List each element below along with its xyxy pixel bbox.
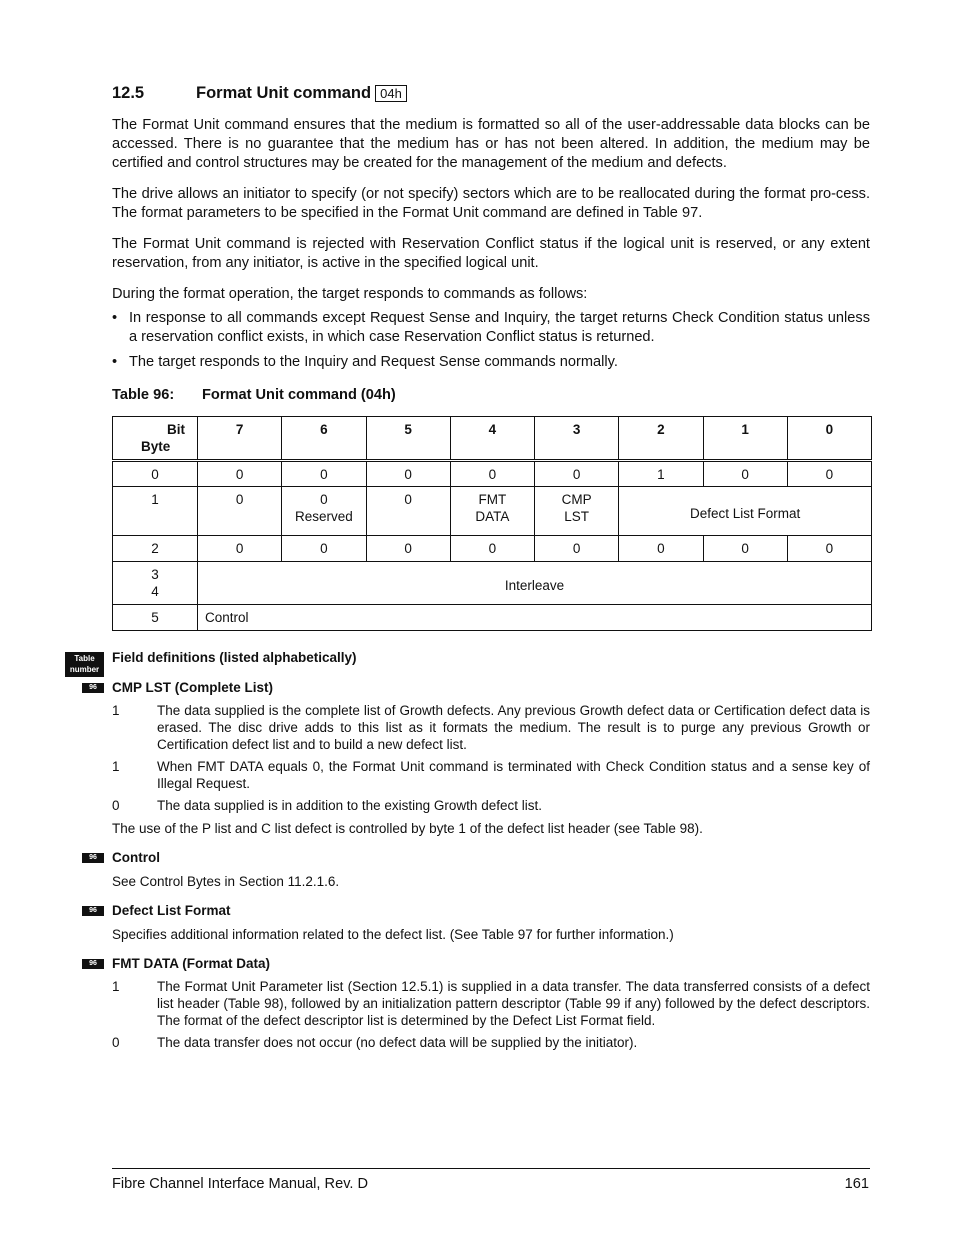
definition-item <box>112 758 870 792</box>
control-text: See Control Bytes in Section 11.2.1.6. <box>112 874 340 889</box>
fmt-data-heading: FMT DATA (Format Data) <box>112 956 270 971</box>
badge-line: number <box>69 665 100 674</box>
bit-header: 5 <box>366 417 450 461</box>
bit-cell: 0 <box>198 461 282 487</box>
format-unit-table <box>112 416 872 631</box>
bit-cell: 0 <box>535 461 619 487</box>
table-number: Table 96: <box>112 387 175 403</box>
table-row <box>113 605 872 631</box>
bullet-marker: • <box>112 310 118 326</box>
table-ref-badge: 96 <box>82 853 104 863</box>
table-title: Format Unit command (04h) <box>202 387 396 403</box>
bit-byte-header <box>113 417 198 461</box>
bit-value: 0 <box>320 492 328 507</box>
table-row <box>113 487 872 536</box>
bit-cell: 0 <box>366 461 450 487</box>
bit-cell: 0 <box>366 487 450 536</box>
table-row <box>113 461 872 487</box>
table-ref-badge: 96 <box>82 906 104 916</box>
bit-cell: 0 <box>450 536 534 562</box>
control-cell: Control <box>198 605 872 631</box>
bit-cell: 0 <box>198 487 282 536</box>
paragraph-reservation: The Format Unit command is rejected with Reservation Conflict status if the logical unit is reserved, or any extent reservation, from any initiator, is active in the specified logical unit. <box>112 236 870 271</box>
bit-header: 3 <box>535 417 619 461</box>
bit-cell: 0 <box>282 536 366 562</box>
defect-list-format-heading: Defect List Format <box>112 903 231 918</box>
definition-key: 0 <box>112 798 120 813</box>
table-number-badge <box>65 652 104 677</box>
badge-line: Table <box>74 654 95 663</box>
bit-cell: 0 <box>787 461 871 487</box>
bullet-item <box>112 309 870 347</box>
footer-page-number: 161 <box>844 1176 869 1192</box>
bit-cell: 0 <box>703 536 787 562</box>
footer-manual-title: Fibre Channel Interface Manual, Rev. D <box>112 1176 369 1192</box>
definition-item <box>112 978 870 1029</box>
byte-number: 5 <box>113 605 198 631</box>
bit-header: 4 <box>450 417 534 461</box>
cmp-label: CMP <box>561 492 592 507</box>
bit-cell: 0 <box>619 536 703 562</box>
table-row <box>113 562 872 605</box>
cmp-lst-cell <box>535 487 619 536</box>
byte-number-3: 3 <box>151 567 159 582</box>
defect-list-format-cell: Defect List Format <box>619 487 872 536</box>
fmt-label: FMT <box>478 492 507 507</box>
lst-label: LST <box>564 509 589 524</box>
bit-header: 6 <box>282 417 366 461</box>
bit-header: 2 <box>619 417 703 461</box>
bit-cell: 0 <box>703 461 787 487</box>
paragraph-format-operation: During the format operation, the target responds to commands as follows: <box>112 286 588 302</box>
section-title: Format Unit command <box>196 84 372 102</box>
byte-number: 2 <box>113 536 198 562</box>
cmp-lst-heading: CMP LST (Complete List) <box>112 680 274 695</box>
field-definitions-title: Field definitions (listed alphabetically) <box>112 650 357 665</box>
section-heading <box>112 84 407 103</box>
table-ref-badge: 96 <box>82 683 104 693</box>
bit-header: 0 <box>787 417 871 461</box>
definition-item <box>112 1034 870 1051</box>
table-header-row <box>113 417 872 461</box>
control-heading: Control <box>112 850 160 865</box>
paragraph-initiator: The drive allows an initiator to specify (or not specify) sectors which are to be reallocated during the format pro-cess. The format parameters to be specified in the Format Unit command are defined in Table 97. <box>112 186 870 221</box>
bit-cell: 0 <box>198 536 282 562</box>
bullet-marker: • <box>112 354 118 370</box>
cmp-lst-note: The use of the P list and C list defect is controlled by byte 1 of the defect list header (see Table 98). <box>112 821 703 836</box>
definition-item <box>112 797 870 814</box>
bit-cell: 0 <box>450 461 534 487</box>
bit-label: Bit <box>167 422 185 437</box>
byte-number <box>113 562 198 605</box>
reserved-label: Reserved <box>294 509 353 524</box>
byte-number: 1 <box>113 487 198 536</box>
table-row <box>113 536 872 562</box>
bullet-text: The target responds to the Inquiry and Request Sense commands normally. <box>129 354 618 370</box>
footer-divider <box>112 1168 870 1169</box>
definition-key: 1 <box>112 979 120 994</box>
bit-cell: 0 <box>282 461 366 487</box>
table-caption <box>112 387 396 403</box>
definition-text: The Format Unit Parameter list (Section 12.5.1) is supplied in a data transfer. The data transferred consists of a defect list header (Table 98), followed by an initialization pattern descriptor (Table 99 if any) followed by the defect descriptors. The format of the defect descriptor list is determined by the Defect List Format field. <box>157 979 870 1028</box>
defect-list-format-text: Specifies additional information related to the defect list. (See Table 97 for further information.) <box>112 927 674 942</box>
data-label: DATA <box>475 509 510 524</box>
bit-cell: 0 <box>787 536 871 562</box>
table-ref-badge: 96 <box>82 959 104 969</box>
bit-header: 7 <box>198 417 282 461</box>
byte-label: Byte <box>141 439 171 454</box>
fmt-data-cell <box>450 487 534 536</box>
command-code-box: 04h <box>375 85 407 102</box>
definition-text: The data supplied is the complete list of Growth defects. Any previous Growth defect data or Certification defect data is erased. The disc drive adds to this list as it formats the medium. The result is to purge any previous Growth or Certification defect list and to build a new defect list. <box>157 703 870 752</box>
byte-number: 0 <box>113 461 198 487</box>
bit-cell: 0 <box>535 536 619 562</box>
bullet-item <box>112 353 870 372</box>
interleave-cell: Interleave <box>198 562 872 605</box>
reserved-cell <box>282 487 366 536</box>
definition-key: 1 <box>112 703 120 718</box>
bit-cell: 0 <box>366 536 450 562</box>
definition-text: The data supplied is in addition to the existing Growth defect list. <box>157 798 542 813</box>
paragraph-intro: The Format Unit command ensures that the medium is formatted so all of the user-addressable data blocks can be accessed. There is no guarantee that the medium has or has not been altered. In addition, the medium may be certified and control structures may be created for the management of the medium and defects. <box>112 117 870 171</box>
bullet-text: In response to all commands except Request Sense and Inquiry, the target returns Check Condition status unless a reservation conflict exists, in which case Reservation Conflict status is returned. <box>129 310 870 345</box>
bit-cell: 1 <box>619 461 703 487</box>
definition-item <box>112 702 870 753</box>
definition-text: When FMT DATA equals 0, the Format Unit command is terminated with Check Condition status and a sense key of Illegal Request. <box>157 759 870 791</box>
byte-number-4: 4 <box>151 584 159 599</box>
definition-text: The data transfer does not occur (no defect data will be supplied by the initiator). <box>157 1035 638 1050</box>
definition-key: 0 <box>112 1035 120 1050</box>
section-number: 12.5 <box>112 84 145 102</box>
definition-key: 1 <box>112 759 120 774</box>
bit-header: 1 <box>703 417 787 461</box>
